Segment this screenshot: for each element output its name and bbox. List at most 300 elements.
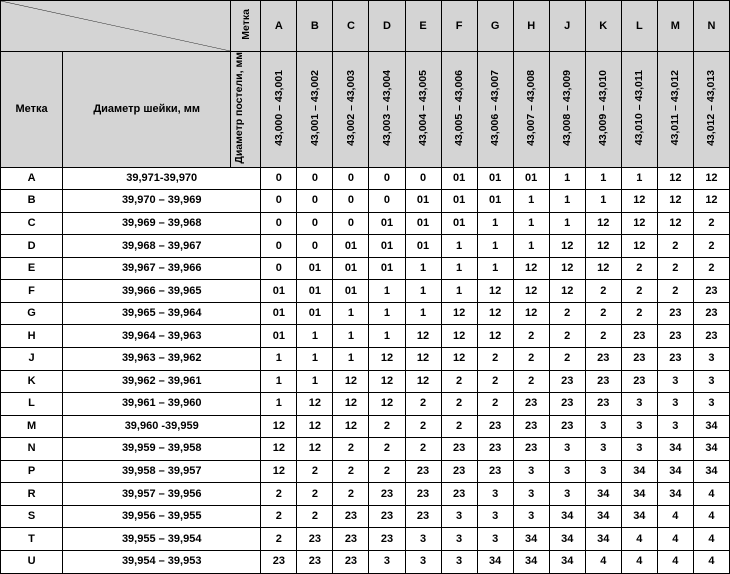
row-label: C (1, 212, 63, 235)
bearing-class-cell: 0 (369, 190, 405, 213)
bearing-class-cell: 23 (693, 302, 729, 325)
bearing-class-cell: 1 (405, 280, 441, 303)
table-row (1, 550, 730, 573)
bearing-class-cell: 1 (513, 190, 549, 213)
bearing-class-cell: 23 (657, 302, 693, 325)
bearing-class-cell: 3 (513, 483, 549, 506)
bearing-class-cell: 3 (369, 550, 405, 573)
bearing-class-cell: 12 (477, 325, 513, 348)
column-range: 43,001 – 43,002 (297, 52, 333, 168)
row-label: G (1, 302, 63, 325)
bearing-class-cell: 2 (549, 302, 585, 325)
bearing-class-cell: 4 (693, 505, 729, 528)
column-letter: J (549, 1, 585, 52)
bearing-class-cell: 23 (549, 393, 585, 416)
bearing-class-cell: 23 (693, 325, 729, 348)
bearing-class-cell: 2 (585, 325, 621, 348)
bearing-class-cell: 2 (549, 325, 585, 348)
bearing-class-cell: 23 (441, 460, 477, 483)
bearing-class-cell: 1 (369, 280, 405, 303)
diagonal-corner-cell (1, 1, 231, 52)
row-diameter: 39,965 – 39,964 (63, 302, 261, 325)
bearing-class-cell: 34 (513, 550, 549, 573)
bearing-class-cell: 34 (549, 505, 585, 528)
bearing-class-cell: 12 (585, 212, 621, 235)
row-diameter: 39,960 -39,959 (63, 415, 261, 438)
bearing-class-cell: 3 (693, 393, 729, 416)
column-label-row (1, 1, 730, 52)
bearing-class-cell: 34 (513, 528, 549, 551)
column-range: 43,012 – 43,013 (693, 52, 729, 168)
bearing-class-cell: 1 (333, 325, 369, 348)
row-diameter: 39,955 – 39,954 (63, 528, 261, 551)
bearing-class-cell: 4 (657, 550, 693, 573)
bearing-class-cell: 12 (657, 190, 693, 213)
bearing-class-cell: 34 (585, 505, 621, 528)
bearing-class-cell: 4 (657, 528, 693, 551)
bearing-class-cell: 23 (441, 483, 477, 506)
bearing-class-cell: 12 (333, 370, 369, 393)
bearing-class-cell: 3 (405, 550, 441, 573)
bearing-class-cell: 12 (369, 348, 405, 371)
bearing-class-cell: 1 (621, 167, 657, 190)
bearing-class-cell: 2 (261, 483, 297, 506)
bearing-class-cell: 3 (657, 393, 693, 416)
row-label: U (1, 550, 63, 573)
bearing-class-cell: 23 (549, 370, 585, 393)
bearing-class-cell: 12 (369, 370, 405, 393)
column-letter: A (261, 1, 297, 52)
bearing-class-cell: 12 (657, 212, 693, 235)
bearing-class-cell: 23 (369, 505, 405, 528)
bearing-class-cell: 12 (369, 393, 405, 416)
bearing-class-cell: 12 (405, 325, 441, 348)
bearing-class-cell: 1 (297, 325, 333, 348)
bearing-class-cell: 0 (297, 235, 333, 258)
bearing-class-cell: 1 (441, 235, 477, 258)
table-row (1, 190, 730, 213)
bearing-class-cell: 1 (549, 212, 585, 235)
bearing-class-cell: 0 (297, 167, 333, 190)
bearing-class-cell: 1 (549, 167, 585, 190)
bearing-class-cell: 0 (333, 212, 369, 235)
table-row (1, 415, 730, 438)
bearing-class-cell: 01 (333, 280, 369, 303)
table-row (1, 460, 730, 483)
row-label: K (1, 370, 63, 393)
table-row (1, 370, 730, 393)
bearing-class-cell: 1 (585, 190, 621, 213)
table-row (1, 302, 730, 325)
bearing-class-cell: 2 (405, 393, 441, 416)
bearing-class-cell: 2 (261, 505, 297, 528)
bearing-class-cell: 1 (297, 370, 333, 393)
bearing-class-cell: 23 (621, 348, 657, 371)
bearing-class-cell: 34 (693, 415, 729, 438)
bearing-class-cell: 12 (693, 190, 729, 213)
corner-middle-label: Диаметр постели, мм (231, 52, 261, 168)
bearing-class-cell: 2 (693, 235, 729, 258)
bearing-class-cell: 23 (621, 325, 657, 348)
bearing-class-cell: 2 (585, 280, 621, 303)
table-row (1, 325, 730, 348)
bearing-class-cell: 4 (585, 550, 621, 573)
bearing-class-cell: 01 (369, 235, 405, 258)
column-range: 43,004 – 43,005 (405, 52, 441, 168)
bearing-class-cell: 1 (369, 302, 405, 325)
bearing-class-cell: 3 (621, 393, 657, 416)
row-label: S (1, 505, 63, 528)
bearing-class-cell: 12 (621, 212, 657, 235)
bearing-class-cell: 4 (693, 483, 729, 506)
bearing-class-cell: 1 (513, 235, 549, 258)
bearing-class-cell: 1 (585, 167, 621, 190)
bearing-class-cell: 3 (657, 370, 693, 393)
bearing-class-cell: 2 (297, 460, 333, 483)
bearing-class-cell: 12 (297, 393, 333, 416)
bearing-class-cell: 01 (261, 280, 297, 303)
table-body (1, 167, 730, 573)
row-label: A (1, 167, 63, 190)
bearing-class-cell: 34 (693, 438, 729, 461)
bearing-class-cell: 3 (549, 483, 585, 506)
bearing-class-cell: 2 (405, 415, 441, 438)
bearing-class-cell: 4 (657, 505, 693, 528)
bearing-class-cell: 2 (477, 370, 513, 393)
bearing-class-cell: 01 (477, 190, 513, 213)
bearing-class-cell: 12 (441, 348, 477, 371)
row-label: H (1, 325, 63, 348)
bearing-class-cell: 01 (513, 167, 549, 190)
row-label: E (1, 257, 63, 280)
bearing-class-cell: 34 (621, 483, 657, 506)
bearing-class-cell: 3 (441, 550, 477, 573)
column-range: 43,009 – 43,010 (585, 52, 621, 168)
row-diameter: 39,968 – 39,967 (63, 235, 261, 258)
bearing-class-cell: 2 (405, 438, 441, 461)
bearing-class-cell: 2 (657, 280, 693, 303)
row-label: P (1, 460, 63, 483)
row-diameter: 39,970 – 39,969 (63, 190, 261, 213)
column-range: 43,003 – 43,004 (369, 52, 405, 168)
bearing-class-cell: 12 (333, 393, 369, 416)
bearing-class-cell: 2 (297, 505, 333, 528)
table-row (1, 257, 730, 280)
bearing-class-cell: 12 (261, 415, 297, 438)
bearing-class-cell: 2 (693, 212, 729, 235)
bearing-class-cell: 3 (441, 505, 477, 528)
bearing-class-cell: 3 (621, 438, 657, 461)
column-letter: B (297, 1, 333, 52)
bearing-class-cell: 1 (441, 257, 477, 280)
row-label: L (1, 393, 63, 416)
bearing-class-cell: 34 (549, 550, 585, 573)
table-row (1, 393, 730, 416)
bearing-class-cell: 3 (513, 505, 549, 528)
table-row (1, 483, 730, 506)
bearing-class-cell: 23 (477, 438, 513, 461)
bearing-class-cell: 01 (261, 302, 297, 325)
bearing-class-cell: 12 (657, 167, 693, 190)
bearing-class-cell: 23 (405, 483, 441, 506)
column-range: 43,002 – 43,003 (333, 52, 369, 168)
bearing-class-cell: 3 (585, 415, 621, 438)
bearing-class-cell: 23 (477, 415, 513, 438)
bearing-class-cell: 3 (405, 528, 441, 551)
bearing-class-cell: 2 (333, 460, 369, 483)
table-row (1, 505, 730, 528)
bearing-class-cell: 23 (333, 550, 369, 573)
bearing-class-cell: 2 (621, 257, 657, 280)
bearing-class-cell: 2 (297, 483, 333, 506)
bearing-class-cell: 2 (513, 348, 549, 371)
table-row (1, 235, 730, 258)
bearing-class-cell: 3 (513, 460, 549, 483)
bearing-class-cell: 23 (513, 415, 549, 438)
bearing-class-cell: 0 (297, 212, 333, 235)
bearing-class-cell: 0 (333, 190, 369, 213)
bearing-class-cell: 1 (261, 348, 297, 371)
bearing-class-cell: 2 (369, 460, 405, 483)
bearing-class-cell: 23 (333, 528, 369, 551)
row-label: B (1, 190, 63, 213)
bearing-class-cell: 3 (441, 528, 477, 551)
bearing-class-cell: 01 (261, 325, 297, 348)
bearing-class-cell: 12 (693, 167, 729, 190)
table-row (1, 438, 730, 461)
bearing-class-cell: 01 (405, 212, 441, 235)
column-range: 43,006 – 43,007 (477, 52, 513, 168)
bearing-class-cell: 12 (477, 280, 513, 303)
row-diameter: 39,954 – 39,953 (63, 550, 261, 573)
bearing-class-cell: 2 (261, 528, 297, 551)
bearing-class-cell: 0 (261, 235, 297, 258)
row-diameter: 39,964 – 39,963 (63, 325, 261, 348)
bearing-class-cell: 3 (693, 370, 729, 393)
bearing-class-cell: 23 (693, 280, 729, 303)
bearing-class-cell: 34 (693, 460, 729, 483)
bearing-class-cell: 1 (261, 370, 297, 393)
bearing-class-cell: 23 (477, 460, 513, 483)
row-label: F (1, 280, 63, 303)
bearing-class-cell: 1 (477, 235, 513, 258)
bearing-class-cell: 2 (657, 235, 693, 258)
bearing-class-cell: 23 (297, 550, 333, 573)
bearing-class-cell: 12 (549, 257, 585, 280)
bearing-class-cell: 12 (405, 370, 441, 393)
bearing-class-cell: 34 (585, 483, 621, 506)
column-letter: L (621, 1, 657, 52)
bearing-class-cell: 3 (549, 438, 585, 461)
bearing-class-cell: 2 (621, 302, 657, 325)
bearing-class-cell: 01 (297, 257, 333, 280)
bearing-class-cell: 2 (585, 302, 621, 325)
column-letter: M (657, 1, 693, 52)
bearing-class-cell: 1 (333, 302, 369, 325)
bearing-class-cell: 0 (261, 257, 297, 280)
corner-top-label: Метка (231, 1, 261, 52)
bearing-class-cell: 3 (657, 415, 693, 438)
bearing-class-cell: 4 (693, 550, 729, 573)
row-label-header: Метка (1, 52, 63, 168)
bearing-class-cell: 3 (585, 438, 621, 461)
row-label: T (1, 528, 63, 551)
bearing-class-cell: 4 (693, 528, 729, 551)
row-label: R (1, 483, 63, 506)
column-letter: F (441, 1, 477, 52)
bearing-class-cell: 34 (621, 505, 657, 528)
bearing-class-cell: 12 (513, 257, 549, 280)
bearing-class-cell: 2 (477, 393, 513, 416)
bearing-class-cell: 12 (261, 460, 297, 483)
row-diameter: 39,957 – 39,956 (63, 483, 261, 506)
bearing-class-cell: 23 (261, 550, 297, 573)
bearing-class-cell: 1 (441, 280, 477, 303)
column-range: 43,005 – 43,006 (441, 52, 477, 168)
bearing-class-cell: 3 (477, 483, 513, 506)
row-label: D (1, 235, 63, 258)
bearing-class-cell: 12 (513, 280, 549, 303)
table-row (1, 212, 730, 235)
bearing-class-cell: 12 (585, 257, 621, 280)
bearing-class-cell: 12 (333, 415, 369, 438)
bearing-class-cell: 3 (477, 505, 513, 528)
bearing-class-cell: 34 (657, 460, 693, 483)
bearing-class-cell: 23 (369, 483, 405, 506)
diagonal-line (1, 1, 230, 51)
table-row (1, 528, 730, 551)
bearing-class-cell: 23 (585, 393, 621, 416)
bearing-class-cell: 01 (369, 257, 405, 280)
column-range: 43,000 – 43,001 (261, 52, 297, 168)
bearing-class-cell: 1 (297, 348, 333, 371)
bearing-class-cell: 12 (441, 302, 477, 325)
column-letter: C (333, 1, 369, 52)
bearing-class-cell: 34 (657, 438, 693, 461)
bearing-class-cell: 0 (261, 167, 297, 190)
bearing-class-cell: 01 (333, 235, 369, 258)
bearing-class-cell: 01 (441, 190, 477, 213)
column-range: 43,010 – 43,011 (621, 52, 657, 168)
bearing-class-cell: 1 (369, 325, 405, 348)
column-range: 43,007 – 43,008 (513, 52, 549, 168)
bearing-class-cell: 01 (441, 167, 477, 190)
bearing-class-cell: 2 (333, 483, 369, 506)
column-range: 43,011 – 43,012 (657, 52, 693, 168)
bearing-class-cell: 1 (513, 212, 549, 235)
bearing-class-cell: 01 (333, 257, 369, 280)
column-letter: G (477, 1, 513, 52)
bearing-class-cell: 12 (621, 190, 657, 213)
table-row (1, 348, 730, 371)
bearing-class-cell: 12 (261, 438, 297, 461)
bearing-class-cell: 34 (585, 528, 621, 551)
bearing-class-cell: 34 (477, 550, 513, 573)
bearing-class-cell: 12 (585, 235, 621, 258)
row-diameter: 39,969 – 39,968 (63, 212, 261, 235)
bearing-class-cell: 1 (405, 302, 441, 325)
bearing-class-cell: 0 (297, 190, 333, 213)
row-diameter: 39,961 – 39,960 (63, 393, 261, 416)
bearing-class-cell: 1 (405, 257, 441, 280)
bearing-class-cell: 1 (333, 348, 369, 371)
row-label: N (1, 438, 63, 461)
bearing-class-cell: 23 (513, 438, 549, 461)
bearing-class-cell: 12 (441, 325, 477, 348)
bearing-class-cell: 12 (297, 415, 333, 438)
column-letter: D (369, 1, 405, 52)
bearing-class-cell: 12 (297, 438, 333, 461)
bearing-class-cell: 01 (441, 212, 477, 235)
bearing-class-cell: 12 (549, 280, 585, 303)
bearing-class-cell: 23 (513, 393, 549, 416)
bearing-class-cell: 2 (513, 370, 549, 393)
bearing-class-cell: 23 (369, 528, 405, 551)
bearing-class-cell: 01 (297, 302, 333, 325)
row-diameter: 39,958 – 39,957 (63, 460, 261, 483)
bearing-class-cell: 23 (657, 325, 693, 348)
bearing-class-cell: 34 (657, 483, 693, 506)
bearing-class-cell: 01 (369, 212, 405, 235)
bearing-class-cell: 01 (405, 190, 441, 213)
bearing-class-cell: 3 (585, 460, 621, 483)
bearing-class-cell: 4 (621, 550, 657, 573)
bearing-class-cell: 01 (297, 280, 333, 303)
bearing-class-cell: 0 (261, 212, 297, 235)
bearing-class-cell: 2 (477, 348, 513, 371)
column-range: 43,008 – 43,009 (549, 52, 585, 168)
bearing-class-cell: 1 (549, 190, 585, 213)
bearing-class-cell: 2 (549, 348, 585, 371)
row-diameter: 39,967 – 39,966 (63, 257, 261, 280)
bearing-class-cell: 3 (693, 348, 729, 371)
bearing-class-cell: 01 (477, 167, 513, 190)
table-row (1, 280, 730, 303)
bearing-class-cell: 12 (513, 302, 549, 325)
bearing-class-cell: 1 (477, 257, 513, 280)
column-letter: N (693, 1, 729, 52)
row-diameter: 39,959 – 39,958 (63, 438, 261, 461)
row-diameter: 39,963 – 39,962 (63, 348, 261, 371)
bearing-class-cell: 23 (621, 370, 657, 393)
bearing-class-cell: 34 (549, 528, 585, 551)
bearing-class-cell: 2 (621, 280, 657, 303)
bearing-class-cell: 23 (585, 370, 621, 393)
bearing-class-cell: 23 (657, 348, 693, 371)
bearing-class-cell: 23 (405, 505, 441, 528)
row-label: J (1, 348, 63, 371)
table-row (1, 167, 730, 190)
column-letter: K (585, 1, 621, 52)
bearing-class-cell: 0 (405, 167, 441, 190)
bearing-class-cell: 3 (477, 528, 513, 551)
bearing-class-cell: 2 (369, 415, 405, 438)
bearing-class-cell: 23 (585, 348, 621, 371)
bearing-class-cell: 0 (369, 167, 405, 190)
bearing-class-cell: 1 (261, 393, 297, 416)
row-diameter-header: Диаметр шейки, мм (63, 52, 231, 168)
bearing-class-cell: 23 (441, 438, 477, 461)
bearing-class-cell: 0 (333, 167, 369, 190)
row-label: M (1, 415, 63, 438)
bearing-class-cell: 12 (621, 235, 657, 258)
bearing-class-cell: 12 (477, 302, 513, 325)
bearing-class-cell: 23 (333, 505, 369, 528)
row-diameter: 39,966 – 39,965 (63, 280, 261, 303)
row-diameter: 39,956 – 39,955 (63, 505, 261, 528)
bearing-class-cell: 2 (513, 325, 549, 348)
bearing-class-cell: 1 (477, 212, 513, 235)
